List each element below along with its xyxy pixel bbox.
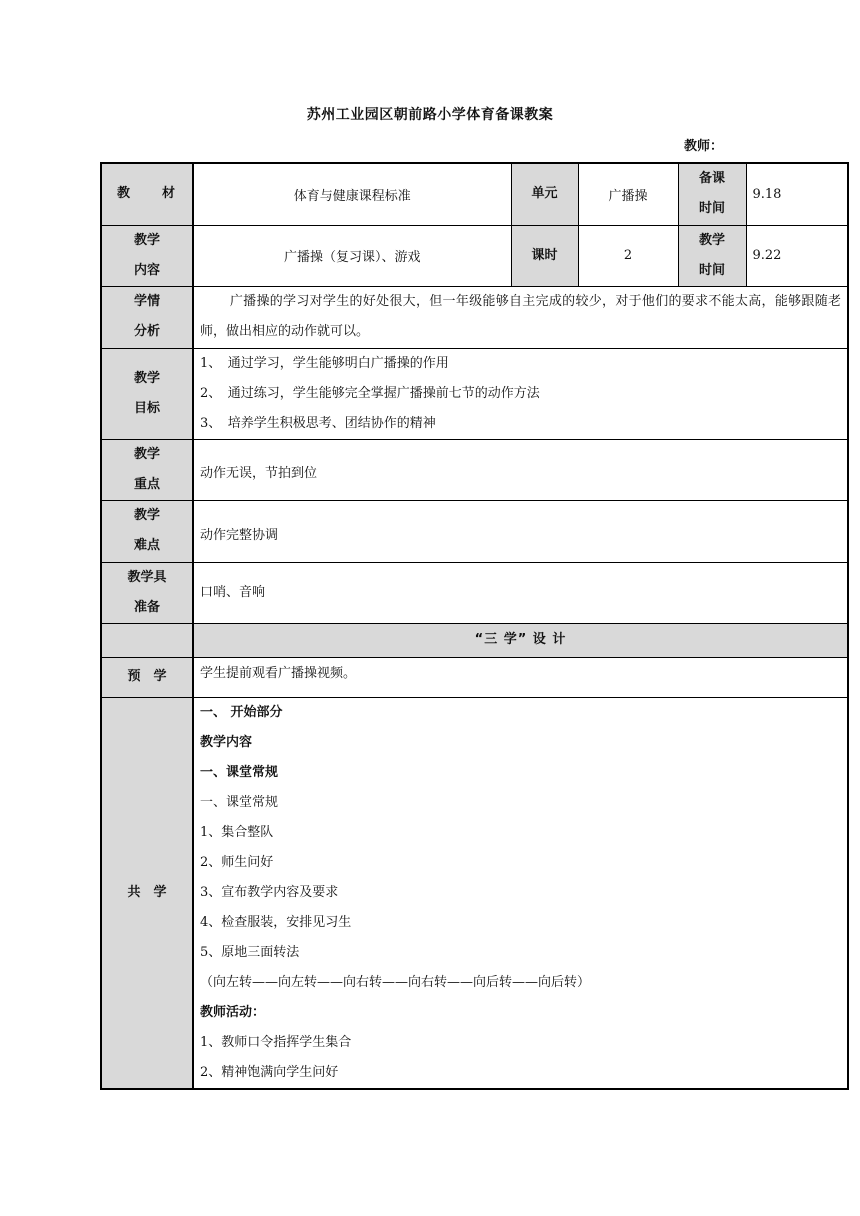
shared-line: 教学内容	[200, 734, 253, 750]
shared-line: 一、 开始部分	[200, 704, 283, 720]
key-points-label: 教学 重点	[101, 439, 193, 500]
shared-line: 3、宣布教学内容及要求	[200, 884, 339, 900]
preview-label: 预 学	[101, 657, 193, 697]
shared-line: 1、教师口令指挥学生集合	[200, 1034, 352, 1050]
teach-time-value: 9.22	[746, 225, 848, 286]
design-header-blank	[101, 623, 193, 657]
difficulties-text: 动作完整协调	[193, 500, 848, 562]
situation-text: 广播操的学习对学生的好处很大，但一年级能够自主完成的较少，对于他们的要求不能太高，能够跟随老师，做出相应的动作就可以。	[193, 286, 848, 348]
shared-line: 4、检查服装，安排见习生	[200, 914, 352, 930]
material-label: 教 材	[101, 163, 193, 225]
design-header: “三 学” 设 计	[193, 623, 848, 657]
page-title: 苏州工业园区朝前路小学体育备课教案	[306, 107, 554, 123]
shared-line: 2、精神饱满向学生问好	[200, 1064, 339, 1080]
difficulties-label: 教学 难点	[101, 500, 193, 562]
prep-time-label: 备课 时间	[678, 163, 746, 225]
lesson-plan-table	[100, 162, 849, 1090]
teacher-label: 教师：	[684, 139, 724, 154]
row-goals	[101, 348, 848, 439]
row-shared-learning	[101, 697, 848, 1089]
equipment-label: 教学具 准备	[101, 562, 193, 623]
shared-line: 5、原地三面转法	[200, 944, 300, 960]
content-value: 广播操（复习课）、游戏	[193, 225, 511, 286]
row-situation	[101, 286, 848, 348]
shared-line: 1、集合整队	[200, 824, 274, 840]
row-content	[101, 225, 848, 286]
unit-value: 广播操	[578, 163, 678, 225]
goal-item: 1、 通过学习，学生能够明白广播操的作用	[200, 355, 449, 371]
shared-line: 教师活动：	[200, 1004, 266, 1020]
goals-list	[193, 348, 848, 439]
content-label: 教学 内容	[101, 225, 193, 286]
row-difficulties	[101, 500, 848, 562]
row-material	[101, 163, 848, 225]
goal-item: 2、 通过练习，学生能够完全掌握广播操前七节的动作方法	[200, 385, 540, 401]
goal-item: 3、 培养学生积极思考、团结协作的精神	[200, 415, 436, 431]
row-preview	[101, 657, 848, 697]
row-design-header	[101, 623, 848, 657]
key-points-text: 动作无误，节拍到位	[193, 439, 848, 500]
teach-time-label: 教学 时间	[678, 225, 746, 286]
shared-label: 共 学	[101, 697, 193, 1089]
preview-text: 学生提前观看广播操视频。	[193, 657, 848, 697]
shared-line: 一、课堂常规	[200, 764, 279, 780]
hours-label: 课时	[511, 225, 578, 286]
row-equipment	[101, 562, 848, 623]
shared-line: 2、师生问好	[200, 854, 274, 870]
equipment-text: 口哨、音响	[193, 562, 848, 623]
goals-label: 教学 目标	[101, 348, 193, 439]
situation-label: 学情 分析	[101, 286, 193, 348]
row-key-points	[101, 439, 848, 500]
shared-line: （向左转——向左转——向右转——向右转——向后转——向后转）	[200, 974, 591, 990]
hours-value: 2	[578, 225, 678, 286]
unit-label: 单元	[511, 163, 578, 225]
prep-time-value: 9.18	[746, 163, 848, 225]
material-value: 体育与健康课程标准	[193, 163, 511, 225]
shared-line: 一、课堂常规	[200, 794, 279, 810]
shared-content	[193, 697, 848, 1089]
